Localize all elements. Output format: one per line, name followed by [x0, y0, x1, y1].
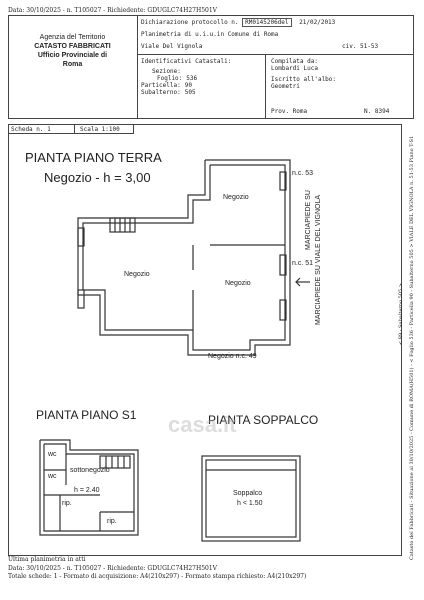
watermark: casa.it [168, 412, 237, 437]
footer-ultima: Ultima planimetria in atti [8, 556, 86, 563]
rip-label-2: rip. [107, 518, 117, 525]
number-value: 8394 [374, 108, 390, 115]
scala-label: Scala 1:100 [80, 126, 120, 133]
rip-label-1: rip. [62, 500, 72, 507]
identifiers-title: Identificativi Catastali: [141, 58, 232, 65]
compiler-name: Lombardi Luca [271, 65, 318, 72]
particella-label: Particella: [141, 82, 181, 89]
agency-line4: Roma [62, 61, 83, 68]
mezzanine-title: PIANTA SOPPALCO [208, 413, 319, 427]
basement-height: h = 2.40 [74, 487, 100, 494]
albo-label: Iscritto all'albo: [271, 76, 337, 83]
wc-label-2: wc [48, 473, 57, 480]
sezione-label: Sezione: [152, 68, 181, 75]
prov-label: Prov. Roma [271, 108, 308, 115]
ground-floor-title: PIANTA PIANO TERRA [25, 150, 162, 165]
subalterno-label: Subalterno: [141, 89, 181, 96]
albo-value: Geometri [271, 83, 300, 90]
ground-floor-subtitle: Negozio - h = 3,00 [44, 170, 151, 185]
side-ref: < 89 - Subalterno 505 > [398, 283, 404, 345]
number-label: N. [364, 108, 372, 115]
mezzanine-room: Soppalco [233, 490, 263, 497]
nc53-label: n.c. 53 [292, 170, 314, 177]
footer-line1: Data: 30/10/2025 - n. T105027 - Richiedente: GDUGLC74H27H501V [8, 565, 217, 572]
entrance-label: Negozio n.c. 49 [208, 353, 257, 360]
side-text: Catasto dei Fabbricati - Situazione al 30/10/2025 - Comune di ROMA(H501) - < Foglio 536 - Particella 90 - Subalterno 505 > VIALE DEL VIGNOLA n. 51-53 Piano T-S1 [409, 135, 415, 560]
plan-label: Planimetria di u.i.u.in Comune di Roma [141, 31, 279, 38]
agency-line3: Ufficio Provinciale di [37, 52, 108, 59]
nc51-label: n.c. 51 [292, 260, 314, 267]
scheda-label: Scheda n. 1 [11, 126, 51, 133]
basement-title: PIANTA PIANO S1 [36, 408, 137, 422]
declaration-protocol: RM0145206del [242, 18, 291, 27]
foglio-value: 536 [186, 75, 198, 82]
room-label-negozio-3: Negozio [225, 280, 251, 287]
top-meta: Data: 30/10/2025 - n. T105027 - Richiedente: GDUGLC74H27H501V [8, 7, 217, 14]
basement-room: sottonegozio [70, 467, 110, 474]
footer-line2: Totale schede: 1 - Formato di acquisizione: A4(210x297) - Formato stampa richiesto: A4(210x297) [8, 573, 307, 580]
compiler-label: Compilata da: [271, 58, 318, 65]
particella-value: 90 [184, 82, 192, 89]
street-label-2: MARCIAPIEDE SU VIALE DEL VIGNOLA [315, 194, 322, 325]
civ-label: civ. 51-53 [342, 43, 379, 50]
agency-line2: CATASTO FABBRICATI [34, 43, 111, 50]
subalterno-value: 505 [184, 89, 196, 96]
declaration-date: 21/02/2013 [299, 19, 336, 26]
street-label-1: MARCIAPIEDE SU [305, 190, 312, 250]
street-label: Viale Del Vignola [141, 43, 203, 50]
mezzanine-height: h < 1.50 [237, 500, 263, 507]
wc-label-1: wc [48, 451, 57, 458]
declaration-label: Dichiarazione protocollo n. [141, 19, 239, 26]
room-label-negozio-1: Negozio [223, 194, 249, 201]
foglio-label: Foglio: [157, 75, 183, 82]
room-label-negozio-2: Negozio [124, 271, 150, 278]
agency-line1: Agenzia del Territorio [39, 34, 106, 41]
